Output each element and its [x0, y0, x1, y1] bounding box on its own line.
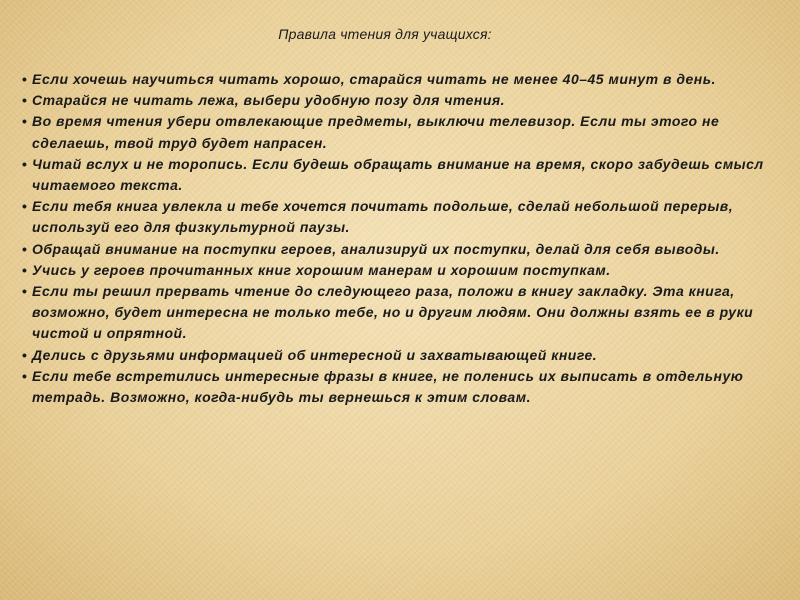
bullet-icon: • — [22, 198, 28, 215]
bullet-icon: • — [22, 113, 28, 130]
rule-text: Делись с друзьями информацией об интересной и захватывающей книге. — [32, 346, 598, 363]
rule-text: Если хочешь научиться читать хорошо, старайся читать не менее 40–45 минут в день. — [32, 71, 716, 87]
bullet-icon: • — [22, 261, 28, 278]
bullet-icon: • — [22, 71, 28, 87]
rule-text: Учись у героев прочитанных книг хорошим манерам и хорошим поступкам. — [32, 261, 611, 278]
rule-item — [22, 260, 782, 281]
rule-text: Во время чтения убери отвлекающие предметы, выключи телевизор. Если ты этого не сделаешь, твой труд будет напрасен. — [32, 113, 720, 151]
bullet-icon: • — [22, 283, 28, 300]
rule-text: Если ты решил прервать чтение до следующего раза, положи в книгу закладку. Эта книга, возможно, будет интересна не только тебе, но и другим людям. Они должны взять ее в руки чистой и опрятной. — [32, 283, 754, 342]
bullet-icon: • — [22, 346, 28, 363]
rule-text: Читай вслух и не торопись. Если будешь обращать внимание на время, скоро забудешь смысл читаемого текста. — [32, 155, 764, 194]
rule-text: Если тебя книга увлекла и тебе хочется почитать подольше, сделай небольшой перерыв, используй его для физкультурной паузы. — [32, 198, 734, 236]
rule-item — [22, 345, 782, 366]
rule-item — [22, 69, 782, 90]
bullet-icon: • — [22, 92, 28, 109]
rule-item — [22, 90, 782, 111]
bullet-icon: • — [22, 155, 28, 172]
bullet-icon: • — [22, 240, 28, 257]
rule-item — [22, 111, 782, 153]
rule-item — [22, 154, 782, 196]
bullet-icon: • — [22, 367, 28, 384]
rule-item — [22, 281, 782, 345]
rule-item — [22, 366, 782, 408]
rule-item — [22, 196, 782, 238]
rule-item — [22, 239, 782, 260]
rule-text: Старайся не читать лежа, выбери удобную позу для чтения. — [32, 92, 506, 109]
page-title: Правила чтения для учащихся: — [278, 26, 492, 42]
rule-text: Обращай внимание на поступки героев, анализируй их поступки, делай для себя выводы. — [32, 240, 720, 257]
rules-list — [22, 69, 782, 408]
rule-text: Если тебе встретились интересные фразы в книге, не поленись их выписать в отдельную тетрадь. Возможно, когда-нибудь ты вернешься к этим словам. — [32, 367, 744, 406]
